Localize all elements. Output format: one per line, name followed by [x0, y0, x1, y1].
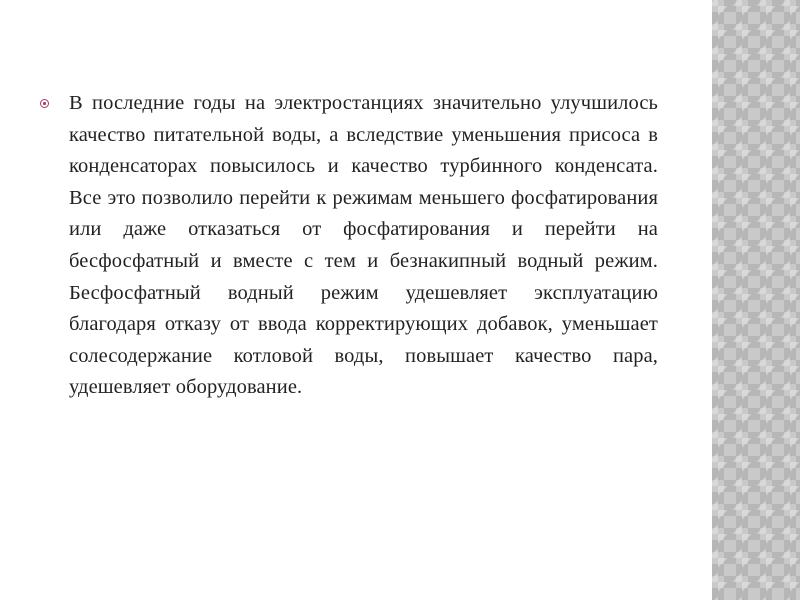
circle-bullet-icon — [40, 99, 49, 108]
bullet-paragraph: В последние годы на электростанциях значительно улучшилось качество питательной воды, а вследствие уменьшения присоса в конденсаторах повысилось и качество турбинного конденсата. Все это позволило перейти к режимам меньшего фосфатирования или даже отказаться от фосфатирования и перейти на бесфосфатный и вместе с тем и безнакипный водный режим. Бесфосфатный водный режим удешевляет эксплуатацию благодаря отказу от ввода корректирующих добавок, уменьшает солесодержание котловой воды, повышает качество пара, удешевляет оборудование. — [69, 92, 658, 399]
bullet-list-item — [38, 88, 668, 404]
decorative-pattern-strip — [712, 0, 800, 600]
